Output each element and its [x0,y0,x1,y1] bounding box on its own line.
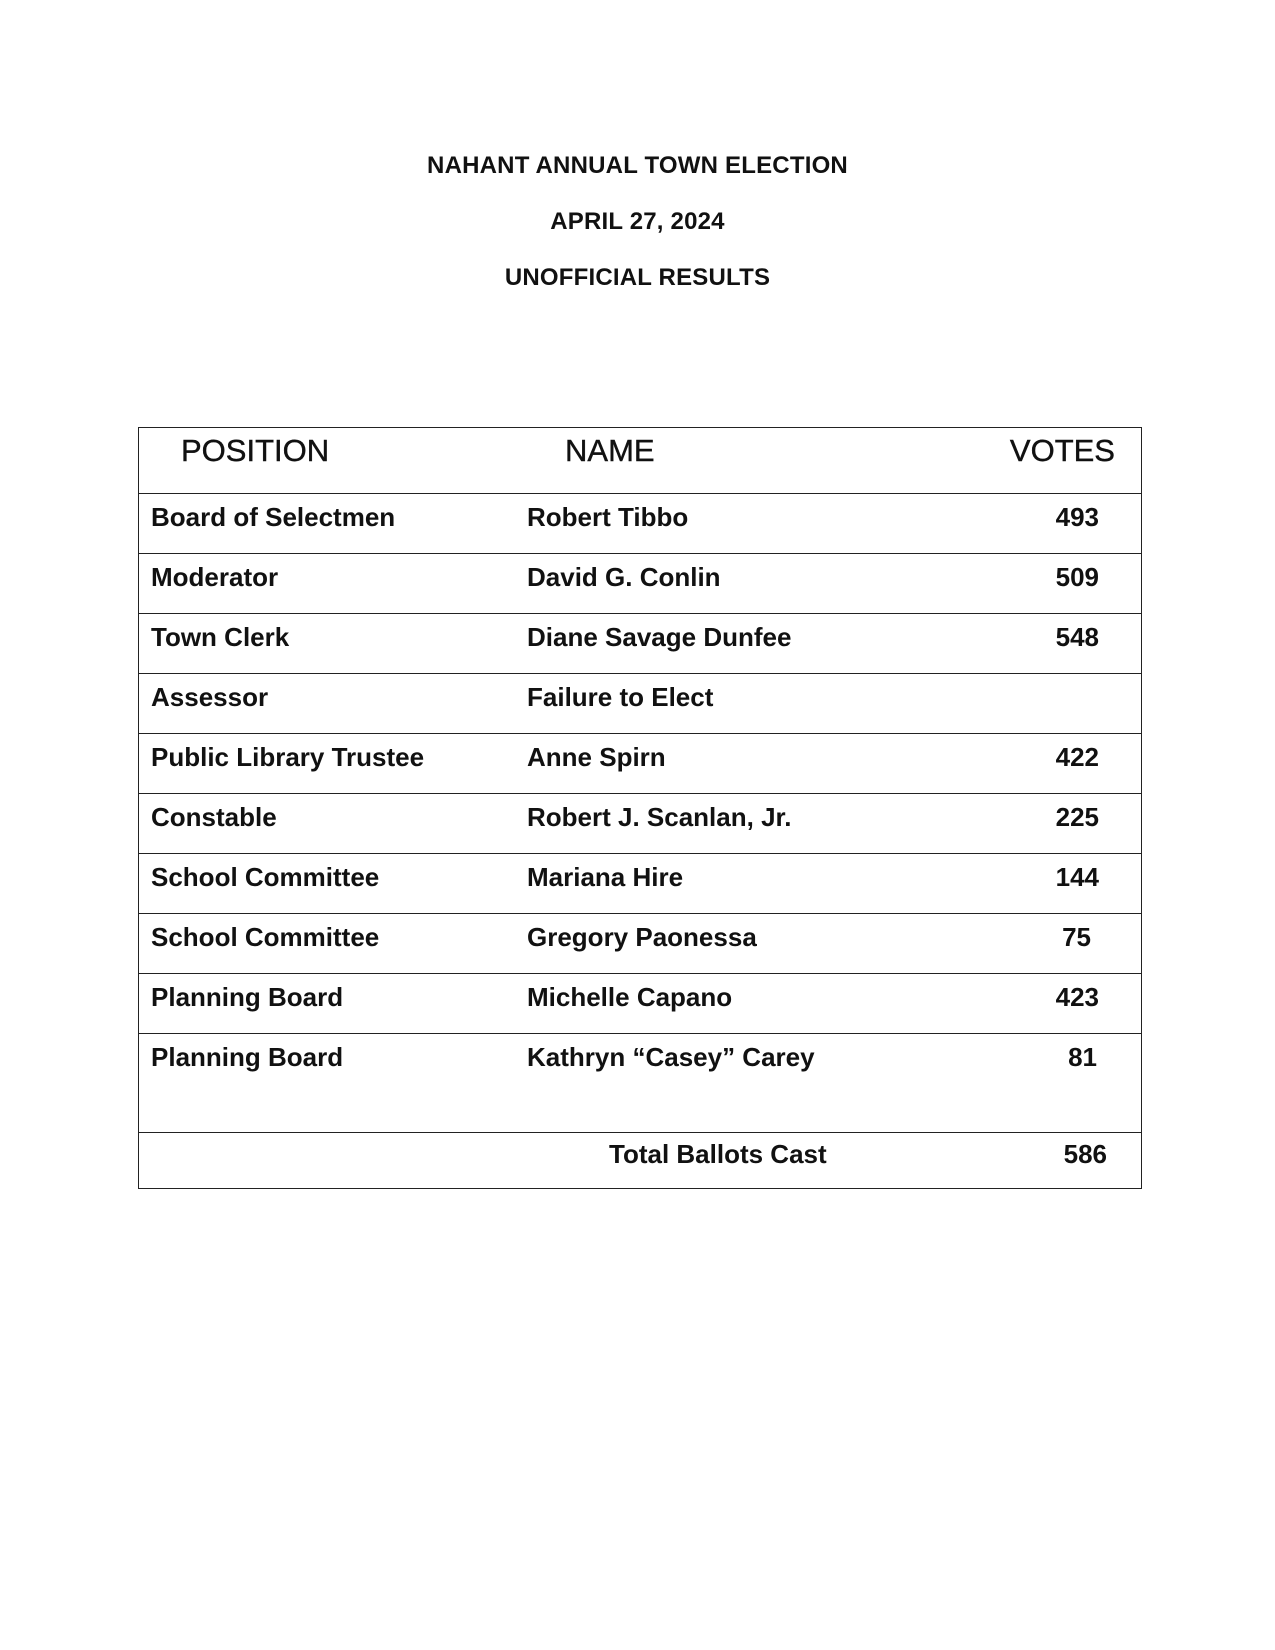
votes-cell: 548 [1055,622,1099,652]
position-cell: School Committee [151,922,380,952]
position-cell: Planning Board [151,982,344,1012]
name-cell: Anne Spirn [527,742,666,772]
name-cell: Robert Tibbo [527,502,689,532]
total-label: Total Ballots Cast [609,1139,827,1169]
position-cell: Planning Board [151,1042,344,1072]
votes-cell: 423 [1055,982,1099,1012]
name-cell: Gregory Paonessa [527,922,757,952]
table-row [139,493,1141,553]
votes-cell: 509 [1055,562,1099,592]
position-cell: Town Clerk [151,622,290,652]
election-date: APRIL 27, 2024 [550,208,725,235]
name-cell: Kathryn “Casey” Carey [527,1042,815,1072]
name-cell: Robert J. Scanlan, Jr. [527,802,792,832]
column-header-position: POSITION [181,433,330,468]
position-cell: School Committee [151,862,380,892]
results-table [138,427,1142,1189]
table-row [139,913,1141,973]
table-row [139,553,1141,613]
document-subtitle: UNOFFICIAL RESULTS [504,264,771,291]
position-cell: Constable [151,802,277,832]
column-header-name: NAME [565,433,655,468]
name-cell: Failure to Elect [527,682,714,712]
position-cell: Assessor [151,682,269,712]
position-cell: Board of Selectmen [151,502,396,532]
column-header-votes: VOTES [1009,433,1115,468]
votes-cell: 422 [1055,742,1099,772]
table-header-row [139,428,1141,493]
total-row [139,1132,1141,1188]
table-row [139,973,1141,1033]
table-row [139,793,1141,853]
name-cell: Michelle Capano [527,982,733,1012]
votes-cell: 493 [1055,502,1099,532]
name-cell: David G. Conlin [527,562,721,592]
table-row [139,613,1141,673]
votes-cell: 144 [1055,862,1099,892]
name-cell: Mariana Hire [527,862,684,892]
position-cell: Moderator [151,562,279,592]
name-cell: Diane Savage Dunfee [527,622,792,652]
total-votes: 586 [1063,1139,1107,1169]
table-row [139,853,1141,913]
document-title: NAHANT ANNUAL TOWN ELECTION [427,152,848,179]
votes-cell: 75 [1062,922,1091,952]
votes-cell: 225 [1055,802,1099,832]
votes-cell: 81 [1068,1042,1097,1072]
table-row [139,733,1141,793]
table-row [139,673,1141,733]
position-cell: Public Library Trustee [151,742,425,772]
table-row [139,1033,1141,1132]
